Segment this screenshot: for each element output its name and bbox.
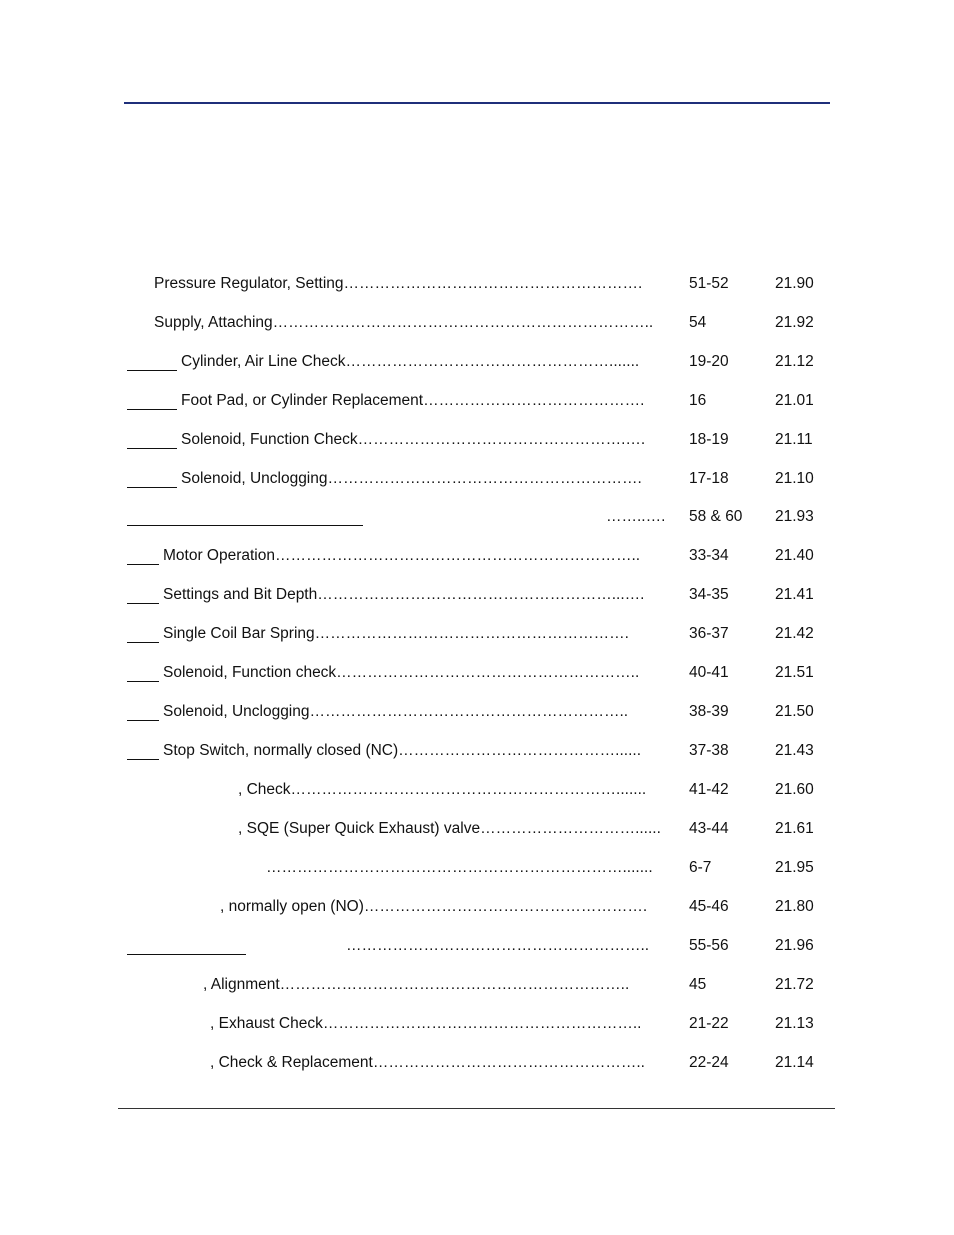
blank-underline: [127, 487, 177, 488]
blank-underline: [127, 564, 159, 565]
blank-underline: [127, 759, 159, 760]
entry-pages: 18-19: [689, 431, 729, 448]
entry-section: 21.50: [775, 703, 814, 720]
entry-pages: 51-52: [689, 275, 729, 292]
entry-label: Foot Pad, or Cylinder Replacement…………………………………….: [181, 392, 645, 409]
index-entry: [0, 622, 954, 646]
entry-section: 21.42: [775, 625, 814, 642]
entry-pages: 21-22: [689, 1015, 729, 1032]
index-entry: [0, 817, 954, 841]
index-entry: [0, 583, 954, 607]
entry-label: …………………………………………………..: [346, 937, 650, 954]
blank-underline: [127, 448, 177, 449]
entry-pages: 40-41: [689, 664, 729, 681]
entry-label: , Check & Replacement……………………………………………..: [210, 1054, 645, 1071]
index-entry: [0, 428, 954, 452]
entry-pages: 41-42: [689, 781, 729, 798]
entry-pages: 45-46: [689, 898, 729, 915]
index-entry: [0, 350, 954, 374]
entry-section: 21.96: [775, 937, 814, 954]
index-entry: [0, 544, 954, 568]
blank-underline: [127, 681, 159, 682]
entry-label: , Alignment…………………………………………………………..: [203, 976, 630, 993]
entry-section: 21.13: [775, 1015, 814, 1032]
entry-label: …………………………………………………………….......: [266, 859, 653, 876]
entry-pages: 45: [689, 976, 707, 993]
entry-label: Solenoid, Unclogging…………………………………………………….: [181, 470, 642, 487]
index-entry: [0, 1012, 954, 1036]
entry-pages: 19-20: [689, 353, 729, 370]
index-entry: [0, 505, 954, 529]
footer-rule: [118, 1108, 835, 1109]
entry-pages: 37-38: [689, 742, 729, 759]
entry-section: 21.95: [775, 859, 814, 876]
index-entry: [0, 856, 954, 880]
entry-section: 21.11: [775, 431, 813, 448]
entry-label: Motor Operation……………………………………………………………..: [163, 547, 641, 564]
index-entry: [0, 973, 954, 997]
entry-section: 21.92: [775, 314, 814, 331]
blank-underline: [127, 409, 177, 410]
entry-pages: 43-44: [689, 820, 729, 837]
entry-label: Stop Switch, normally closed (NC)……………………………………......: [163, 742, 641, 759]
entry-label: Single Coil Bar Spring…………………………………………………….: [163, 625, 629, 642]
entry-pages: 6-7: [689, 859, 712, 876]
index-entry: [0, 389, 954, 413]
blank-underline: [127, 603, 159, 604]
entry-label: , Exhaust Check……………………………………………………..: [210, 1015, 642, 1032]
entry-section: 21.01: [775, 392, 814, 409]
entry-pages: 55-56: [689, 937, 729, 954]
entry-label: Supply, Attaching………………………………………………………………..: [154, 314, 654, 331]
blank-underline: [127, 642, 159, 643]
entry-label: Solenoid, Function Check…………………………………………….….: [181, 431, 646, 448]
entry-section: 21.10: [775, 470, 814, 487]
entry-pages: 17-18: [689, 470, 729, 487]
entry-section: 21.72: [775, 976, 814, 993]
entry-label: Solenoid, Unclogging……………………………………………………..: [163, 703, 629, 720]
entry-label: , SQE (Super Quick Exhaust) valve…………………………......: [238, 820, 661, 837]
entry-section: 21.40: [775, 547, 814, 564]
entry-section: 21.60: [775, 781, 814, 798]
entry-pages: 33-34: [689, 547, 729, 564]
index-entry: [0, 700, 954, 724]
entry-section: 21.80: [775, 898, 814, 915]
entry-label: , normally open (NO)……………………………………………….: [220, 898, 648, 915]
index-entry: [0, 467, 954, 491]
entry-pages: 34-35: [689, 586, 729, 603]
entry-section: 21.41: [775, 586, 814, 603]
blank-underline: [127, 525, 363, 526]
entry-section: 21.90: [775, 275, 814, 292]
entry-pages: 16: [689, 392, 707, 409]
entry-label: Cylinder, Air Line Check…………………………………………….......: [181, 353, 640, 370]
blank-underline: [127, 370, 177, 371]
entry-label: , Check……………………………………………………….......: [238, 781, 647, 798]
index-entry: [0, 661, 954, 685]
entry-pages: 22-24: [689, 1054, 729, 1071]
index-entry: [0, 778, 954, 802]
entry-section: 21.43: [775, 742, 814, 759]
index-entry: [0, 272, 954, 296]
entry-label: ……..….: [606, 508, 666, 525]
entry-section: 21.93: [775, 508, 814, 525]
entry-section: 21.14: [775, 1054, 814, 1071]
entry-section: 21.51: [775, 664, 814, 681]
entry-pages: 54: [689, 314, 707, 331]
blank-underline: [127, 720, 159, 721]
index-entry: [0, 895, 954, 919]
entry-section: 21.61: [775, 820, 814, 837]
index-entry: [0, 1051, 954, 1075]
entry-label: Solenoid, Function check…………………………………………………..: [163, 664, 640, 681]
header-rule: [124, 102, 830, 104]
index-entry: [0, 739, 954, 763]
index-entry: [0, 934, 954, 958]
entry-pages: 36-37: [689, 625, 729, 642]
entry-label: Pressure Regulator, Setting………………………………………………….: [154, 275, 643, 292]
entry-pages: 58 & 60: [689, 508, 743, 525]
entry-pages: 38-39: [689, 703, 729, 720]
entry-label: Settings and Bit Depth…………………………………………………...….: [163, 586, 645, 603]
index-entry: [0, 311, 954, 335]
blank-underline: [127, 954, 246, 955]
entry-section: 21.12: [775, 353, 814, 370]
